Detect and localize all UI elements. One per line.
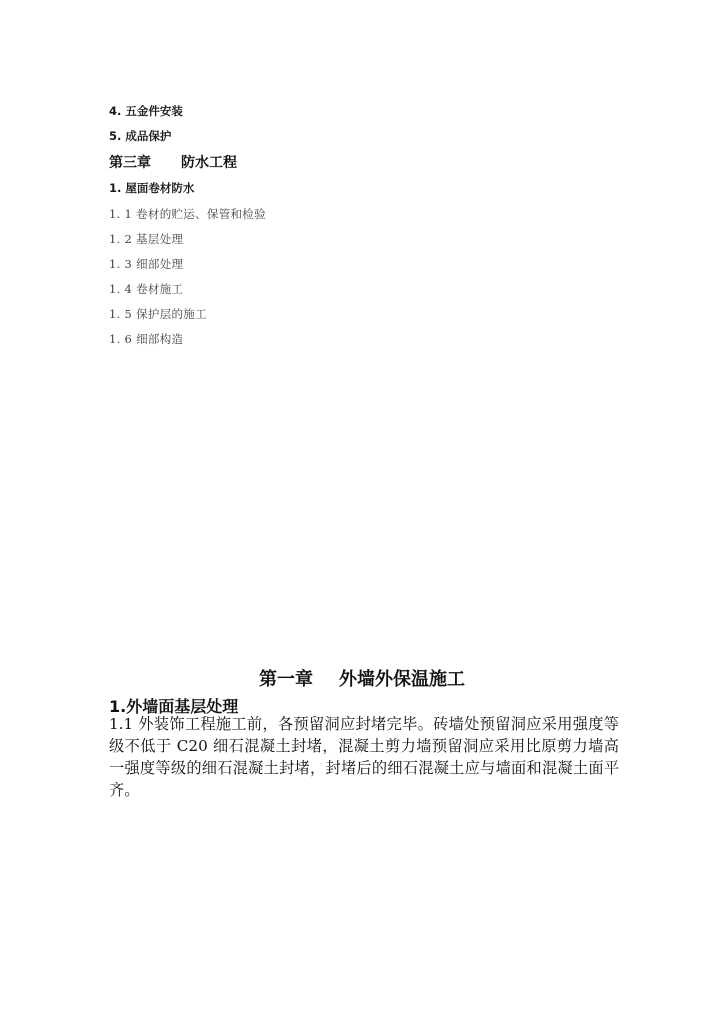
section-1-heading: 1.外墙面基层处理 xyxy=(109,697,239,716)
toc-sub-1-2: 1. 2 基层处理 xyxy=(109,232,184,246)
toc-chapter-3-title: 防水工程 xyxy=(181,155,237,171)
toc-sub-1-4: 1. 4 卷材施工 xyxy=(109,282,184,296)
toc-sub-1-5: 1. 5 保护层的施工 xyxy=(109,307,207,321)
toc-item-hardware-installation: 4. 五金件安装 xyxy=(109,104,183,118)
toc-chapter-3 xyxy=(109,152,237,172)
section-1-paragraph: 1.1 外装饰工程施工前，各预留洞应封堵完毕。砖墙处预留洞应采用强度等级不低于 C20 细石混凝土封堵，混凝土剪力墙预留洞应采用比原剪力墙高一强度等级的细石混凝土封堵，封堵后的细石混凝土应与墙面和混凝土面平齐。 xyxy=(109,715,619,799)
chapter-1-heading xyxy=(0,665,724,691)
toc-section-roof-waterproofing: 1. 屋面卷材防水 xyxy=(109,181,195,195)
chapter-1-label: 第一章 xyxy=(259,669,313,690)
toc-sub-1-3: 1. 3 细部处理 xyxy=(109,257,184,271)
toc-sub-1-6: 1. 6 细部构造 xyxy=(109,332,184,346)
chapter-1-title: 外墙外保温施工 xyxy=(339,669,465,690)
toc-sub-1-1: 1. 1 卷材的贮运、保管和检验 xyxy=(109,207,266,221)
toc-chapter-3-label: 第三章 xyxy=(109,155,151,171)
toc-item-product-protection: 5. 成品保护 xyxy=(109,129,172,143)
